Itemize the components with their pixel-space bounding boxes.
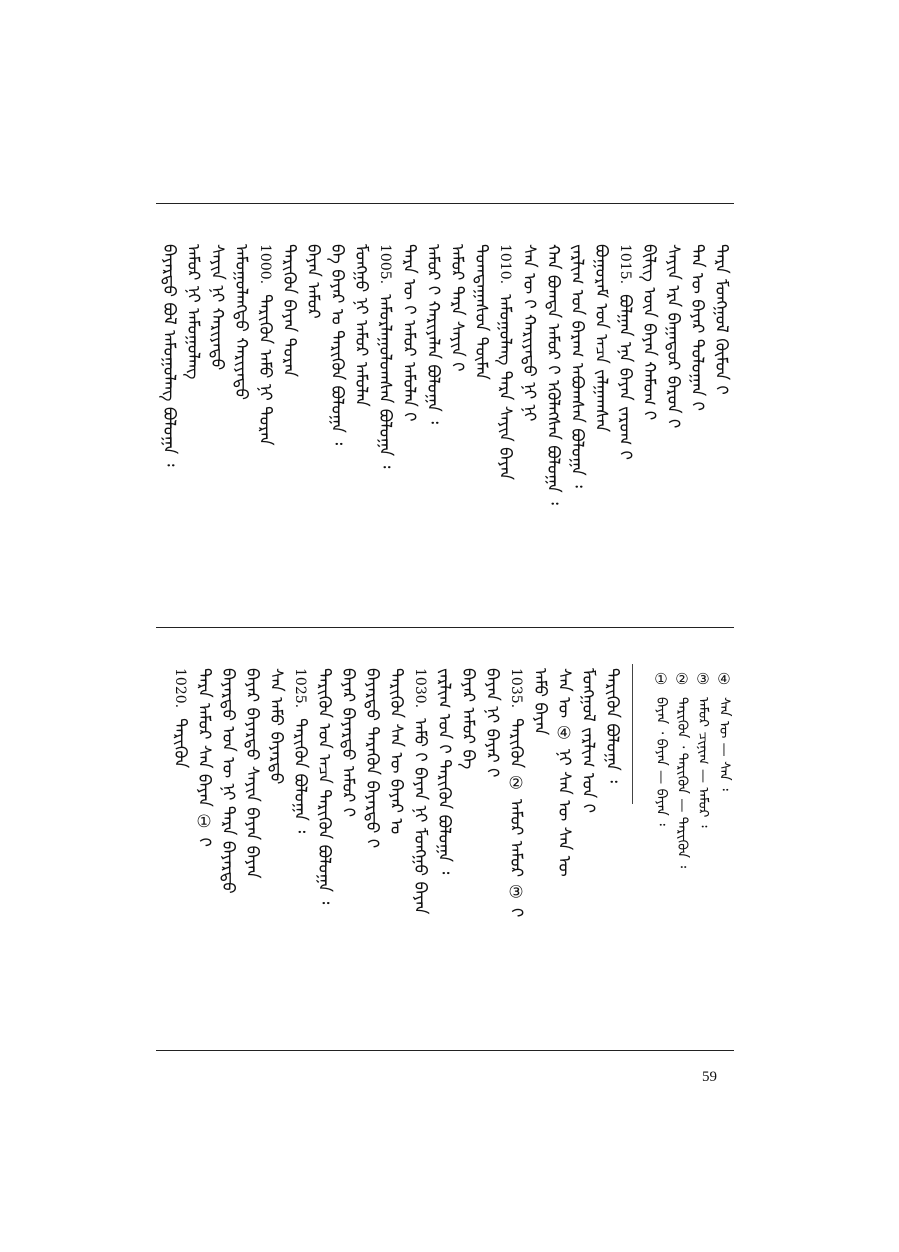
text-column (160, 244, 178, 466)
verse-text: ᠪᠠᠶᠠᠷᠲᠤ ᠪᠣᠯ ᠠᠮᠤᠭᠤᠯᠠᠩ ᠪᠣᠯᠤᠭᠠ ᠄ (159, 244, 179, 467)
text-column (280, 244, 298, 377)
verse-text: ᠰᠠᠨ ᠦ ④ ᠨᠢ ᠰᠠᠨ ᠦ ᠰᠠᠨ ᠦ (554, 668, 574, 877)
text-column (555, 668, 573, 877)
text-column (603, 668, 621, 783)
footnote-marker: ① (652, 670, 670, 689)
footnote-text: ᠪᠠᠶᠠᠨ ᠂ ᠪᠠᠶᠠᠨ — ᠪᠠᠶᠠᠨ ᠄ (653, 697, 669, 826)
footnote-text: ᠠᠮᠤᠷ ᠴᠢᠨᠢᠬ — ᠠᠮᠤᠷ ᠄ (695, 697, 711, 828)
text-column (496, 244, 514, 480)
line-number: 1030. (412, 668, 428, 709)
top-rule (156, 203, 734, 204)
text-column (411, 668, 429, 914)
verse-text: ᠵᠠᠷᠯᠢᠭ ᠤᠨ ᠢ᠋ ᠲᠡᠷᠢᠭᠦᠨ ᠪᠣᠯᠤᠭᠠ ᠄ (434, 668, 454, 875)
footnote-text: ᠲᠡᠷᠢᠭᠦᠨ ᠂ ᠲᠡᠷᠢᠭᠦᠨ — ᠲᠡᠷᠢᠭᠦᠨ ᠄ (674, 697, 690, 869)
text-column (592, 244, 610, 432)
footnote (691, 670, 715, 828)
verse-text: ᠮᠣᠩᠭᠣᠯ ᠵᠠᠷᠯᠢᠭ ᠤᠨ ᠢ᠋ (578, 668, 598, 814)
line-number: 1020. (172, 668, 188, 709)
text-column (208, 244, 226, 370)
verse-text: ᠲᠡᠷᠢᠭᠦᠨ ᠰᠠᠨ ᠦ ᠪᠠᠶᠠᠷ ᠤ (386, 668, 406, 835)
text-column (339, 668, 357, 817)
verse-text: ᠲᠡᠷᠢᠭᠦᠨ ᠪᠣᠯᠤᠭᠠ ᠄ (602, 668, 622, 784)
line-number: 1005. (377, 244, 393, 285)
text-column (568, 244, 586, 488)
verse-text: ᠪᠠ ᠪᠠᠶᠠᠷ ᠤ ᠲᠡᠷᠢᠭᠦᠨ ᠪᠣᠯᠤᠭᠠ ᠄ (327, 244, 347, 446)
verse-text: ᠲᠣᠭᠳᠠᠭᠠᠰᠤᠨ ᠲᠦᠮᠡᠨ (471, 244, 491, 380)
verse-text: ᠲᠡᠷᠢᠭᠦᠨ ② ᠠᠮᠤᠷ ᠠᠮᠤᠷ ③ ᠢ᠋ (506, 718, 526, 918)
text-column (520, 244, 538, 421)
verse-text: ᠪᠣᠭᠣᠷᠠᠮ ᠣᠨ ᠠᠴᠠ ᠵᠠᠯᠭᠠᠭᠰᠠᠨ (591, 244, 611, 433)
verse-text: ᠰᠠᠨ ᠠᠮᠤ ᠪᠠᠶᠠᠷᠲᠤ (266, 668, 286, 785)
verse-text: ᠪᠠᠶᠠᠷ ᠪᠠᠶᠠᠷᠲᠤ ᠠᠮᠤᠷ ᠢ᠋ (338, 668, 358, 818)
text-column (712, 244, 730, 395)
middle-rule (156, 627, 734, 628)
footnote-marker: ③ (694, 670, 712, 689)
verse-text: ᠪᠢᠯᠢᠭ ᠦᠨ ᠪᠠᠶᠠᠨ ᠬᠠᠮᠤᠭ ᠢ᠋ (639, 244, 659, 421)
text-column (171, 668, 189, 768)
verse-text: ᠠᠮᠤᠷᠯᠠᠭᠤᠯᠤᠭᠰᠠᠨ ᠪᠣᠯᠤᠭᠠ ᠄ (375, 294, 395, 469)
text-column (531, 668, 549, 735)
text-column (363, 668, 381, 848)
text-column (688, 244, 706, 411)
text-column (640, 244, 658, 420)
verse-text: ᠪᠠᠶᠠᠷ ᠠᠮᠤᠷ ᠪᠠ (458, 668, 478, 770)
verse-text: ᠰᠠᠶᠢᠨ ᠨᠢ ᠬᠠᠷᠢᠶᠠᠲᠤ (207, 244, 227, 371)
text-column (435, 668, 453, 874)
text-column (232, 244, 250, 400)
verse-text: ᠠᠮᠤ ᠢ᠋ ᠪᠠᠶᠠᠨ ᠨᠢ ᠮᠣᠩᠭᠣ ᠪᠠᠶᠠᠨ (410, 718, 430, 915)
page-number: 59 (702, 1069, 717, 1085)
text-column (483, 668, 501, 777)
line-number: 1000. (257, 244, 273, 285)
text-column (328, 244, 346, 445)
bottom-rule (156, 1050, 734, 1051)
verse-text: ᠪᠠᠶᠠᠷᠲᠤ ᠣᠨ ᠦ ᠨᠢ ᠲᠡᠷᠡ ᠪᠠᠶᠠᠷᠲᠤ (218, 668, 238, 894)
verse-text: ᠵᠠᠷᠯᠢᠭ ᠤᠨ ᠪᠠᠷᠠᠭ ᠠᠪᠤᠭᠰᠠᠨ ᠪᠣᠯᠤᠭᠠ ᠄ (567, 244, 587, 488)
text-column (387, 668, 405, 834)
text-column (291, 668, 309, 833)
verse-text: ᠰᠠᠶᠢᠨ ᠡᠷᠡ ᠪᠠᠭᠠᠲᠤᠷ ᠪᠠᠷᠤᠨ ᠢ᠋ (663, 244, 683, 429)
verse-text: ᠠᠮᠤᠭᠤᠯᠠᠩᠲᠤ ᠬᠠᠷᠢᠶᠠᠲᠤ (231, 244, 251, 401)
footnote (712, 670, 736, 791)
text-column (304, 244, 322, 319)
text-column (219, 668, 237, 894)
text-column (352, 244, 370, 407)
verse-text: ᠲᠡᠷᠢᠭᠦᠨ (170, 718, 190, 769)
verse-text: ᠲᠡᠷᠡ ᠠᠮᠤᠷ ᠰᠠᠨ ᠪᠠᠶᠠᠨ ① ᠢ᠋ (194, 668, 214, 847)
verse-text: ᠲᠡᠷᠡ ᠮᠣᠩᠭᠣᠯ ᠬᠦᠮᠦᠨ ᠢ᠋ (711, 244, 731, 395)
text-column (472, 244, 490, 380)
text-column (507, 668, 525, 917)
text-column (267, 668, 285, 784)
verse-text: ᠲᠡᠷᠢᠭᠦᠨ ᠠᠮᠤ ᠨᠢ ᠲᠣᠷᠠᠨ (255, 294, 275, 446)
verse-text: ᠠᠮᠤᠷ ᠲᠡᠷᠡ ᠰᠠᠶᠢᠨ ᠢ᠋ (447, 244, 467, 372)
verse-text: ᠰᠠᠨ ᠦ ᠢ᠋ ᠬᠠᠷᠢᠶᠠᠲᠤ ᠨᠢ ᠨᠢ (519, 244, 539, 422)
verse-text: ᠠᠮᠤ ᠪᠠᠶᠠᠨ (530, 668, 550, 736)
text-column (616, 244, 634, 460)
verse-text: ᠠᠮᠤᠷ ᠢ᠋ ᠬᠠᠷᠢᠶᠠᠯᠠᠨ ᠪᠣᠯᠤᠭᠠ ᠄ (423, 244, 443, 424)
verse-text: ᠲᠡᠷᠢᠭᠦᠨ ᠪᠠᠶᠠᠨ ᠲᠣᠷᠠᠨ (279, 244, 299, 378)
text-column (579, 668, 597, 813)
text-column (448, 244, 466, 372)
text-column (184, 244, 202, 379)
text-column (315, 668, 333, 904)
footnote-marker: ④ (715, 670, 733, 689)
verse-text: ᠪᠠᠶᠠᠨ ᠠᠮᠤᠷ (303, 244, 323, 319)
verse-text: ᠮᠣᠩᠭᠣ ᠨᠢ ᠠᠮᠤᠷ ᠠᠮᠤᠯᠠᠨ (351, 244, 371, 407)
text-column (243, 668, 261, 878)
verse-text: ᠲᠡᠨ ᠦ ᠪᠠᠶᠠᠷ ᠳᠣᠯᠣᠭᠠᠨ ᠢ᠋ (687, 244, 707, 411)
text-column (424, 244, 442, 424)
line-number: 1035. (508, 668, 524, 709)
verse-text: ᠪᠠᠶᠠᠷ ᠪᠠᠶᠠᠷᠲᠤ ᠰᠠᠶᠢᠨ ᠪᠠᠶᠠᠨ ᠪᠠᠶᠠᠨ (242, 668, 262, 879)
verse-text: ᠪᠠᠶᠠᠷᠲᠤ ᠲᠡᠷᠡᠭᠦᠨ ᠪᠠᠶᠠᠷᠲᠤ ᠢ᠋ (362, 668, 382, 849)
text-column (400, 244, 418, 422)
text-column (256, 244, 274, 446)
verse-text: ᠠᠮᠤᠷ ᠨᠢ ᠠᠮᠤᠭᠤᠯᠠᠩ (183, 244, 203, 380)
verse-text: ᠲᠡᠷᠡ ᠦ ᠢ᠋ ᠠᠮᠤᠷ ᠠᠮᠤᠯᠠᠨ ᠢ᠋ (399, 244, 419, 422)
line-number: 1010. (497, 244, 513, 285)
footnote (649, 670, 673, 826)
footnote-marker: ② (673, 670, 691, 689)
text-column (664, 244, 682, 428)
text-column (195, 668, 213, 847)
verse-text: ᠲᠡᠷᠢᠭᠦᠨ ᠪᠣᠯᠤᠭᠠ ᠄ (290, 718, 310, 834)
verse-text: ᠬᠠᠨ ᠪᠣᠭᠳᠠ ᠠᠮᠤᠷ ᠢ᠋ ᠡᠭᠦᠯᠡᠭᠰᠡᠨ ᠪᠣᠯᠤᠭᠠ ᠄ (543, 244, 563, 505)
verse-text: ᠪᠠᠶᠠᠨ ᠨᠢ ᠪᠠᠶᠠᠷ ᠢ᠋ (482, 668, 502, 778)
text-column (544, 244, 562, 505)
footnote-divider (632, 664, 633, 804)
verse-text: ᠠᠮᠤᠭᠤᠯᠠᠩ ᠲᠡᠷᠡ ᠰᠠᠶᠢᠨ ᠪᠠᠶᠠᠨ (495, 294, 515, 481)
footnote-text: ᠰᠠᠨ ᠦ — ᠰᠠᠨ ᠄ (716, 697, 732, 791)
text-column (376, 244, 394, 468)
line-number: 1025. (292, 668, 308, 709)
verse-text: ᠪᠣᠯᠭᠠᠨ ᠡᠨᠡ ᠪᠠᠶᠠᠨ ᠵᠠᠷᠤᠭ ᠢ᠋ (615, 294, 635, 460)
verse-text: ᠲᠡᠷᠢᠭᠦᠨ ᠣᠨ ᠠᠴᠠ ᠲᠡᠷᠢᠭᠦᠨ ᠪᠣᠯᠤᠭᠠ ᠄ (314, 668, 334, 905)
text-column (459, 668, 477, 769)
footnote (670, 670, 694, 868)
line-number: 1015. (617, 244, 633, 285)
